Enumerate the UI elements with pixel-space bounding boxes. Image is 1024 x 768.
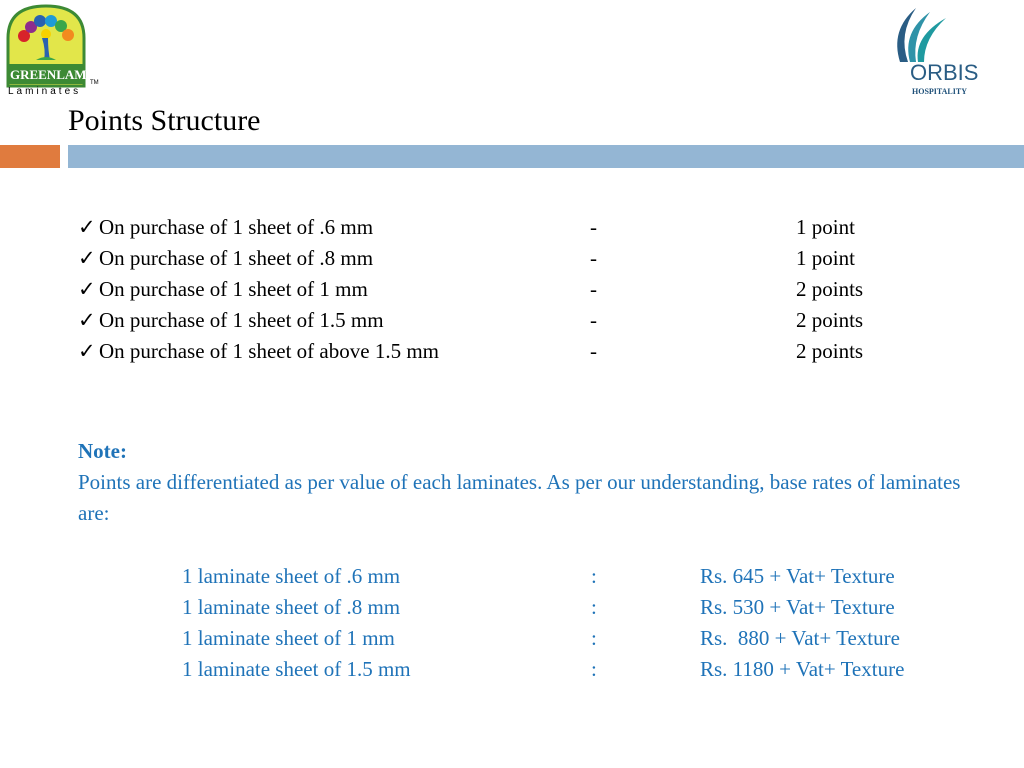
- greenlam-tagline: Laminates: [8, 86, 82, 97]
- checkmark-icon: ✓: [78, 215, 96, 239]
- list-item: [78, 336, 978, 367]
- accent-bar-orange: [0, 145, 60, 168]
- checkmark-icon: ✓: [78, 339, 96, 363]
- list-item: [0, 623, 1000, 654]
- page-title: Points Structure: [68, 104, 261, 137]
- orbis-logo: [886, 4, 996, 100]
- orbis-tagline: HOSPITALITY: [912, 87, 967, 96]
- rate-item: 1 laminate sheet of 1.5 mm: [182, 657, 411, 681]
- points-list: [78, 212, 978, 367]
- list-item: [78, 305, 978, 336]
- greenlam-trademark: TM: [90, 80, 99, 86]
- points-separator: -: [590, 339, 597, 363]
- points-separator: -: [590, 277, 597, 301]
- list-item: [0, 592, 1000, 623]
- rate-separator: :: [591, 564, 597, 588]
- note-title: Note:: [78, 439, 127, 463]
- points-condition: On purchase of 1 sheet of .8 mm: [99, 246, 374, 270]
- greenlam-wordmark: GREENLAM: [10, 67, 87, 82]
- points-value: 1 point: [796, 246, 855, 270]
- greenlam-logo: [4, 2, 104, 98]
- rate-price: Rs. 1180 + Vat+ Texture: [700, 657, 905, 681]
- checkmark-icon: ✓: [78, 246, 96, 270]
- list-item: [78, 212, 978, 243]
- checkmark-icon: ✓: [78, 277, 96, 301]
- rate-item: 1 laminate sheet of .8 mm: [182, 595, 401, 619]
- points-value: 2 points: [796, 339, 864, 363]
- list-item: [78, 274, 978, 305]
- rate-separator: :: [591, 626, 597, 650]
- rate-price: Rs. 880 + Vat+ Texture: [700, 626, 900, 650]
- greenlam-emblem: [4, 2, 104, 98]
- list-item: [0, 654, 1000, 685]
- points-condition: On purchase of 1 sheet of 1.5 mm: [99, 308, 384, 332]
- checkmark-icon: ✓: [78, 308, 96, 332]
- points-value: 2 points: [796, 308, 864, 332]
- points-separator: -: [590, 308, 597, 332]
- points-condition: On purchase of 1 sheet of .6 mm: [99, 215, 374, 239]
- points-value: 2 points: [796, 277, 864, 301]
- rate-price: Rs. 645 + Vat+ Texture: [700, 564, 895, 588]
- points-value: 1 point: [796, 215, 855, 239]
- rate-item: 1 laminate sheet of .6 mm: [182, 564, 401, 588]
- rate-price: Rs. 530 + Vat+ Texture: [700, 595, 895, 619]
- orbis-wordmark: ORBIS: [910, 60, 979, 85]
- list-item: [78, 243, 978, 274]
- rates-list: [0, 561, 1000, 685]
- points-separator: -: [590, 215, 597, 239]
- points-condition: On purchase of 1 sheet of 1 mm: [99, 277, 368, 301]
- note-section: [78, 436, 978, 529]
- rate-separator: :: [591, 595, 597, 619]
- list-item: [0, 561, 1000, 592]
- note-text: Points are differentiated as per value of each laminates. As per our understanding, base rates of laminates are:: [78, 470, 961, 525]
- accent-bar-blue: [68, 145, 1024, 168]
- points-condition: On purchase of 1 sheet of above 1.5 mm: [99, 339, 439, 363]
- orbis-swoosh-icon: [886, 4, 996, 64]
- rate-separator: :: [591, 657, 597, 681]
- points-separator: -: [590, 246, 597, 270]
- rate-item: 1 laminate sheet of 1 mm: [182, 626, 395, 650]
